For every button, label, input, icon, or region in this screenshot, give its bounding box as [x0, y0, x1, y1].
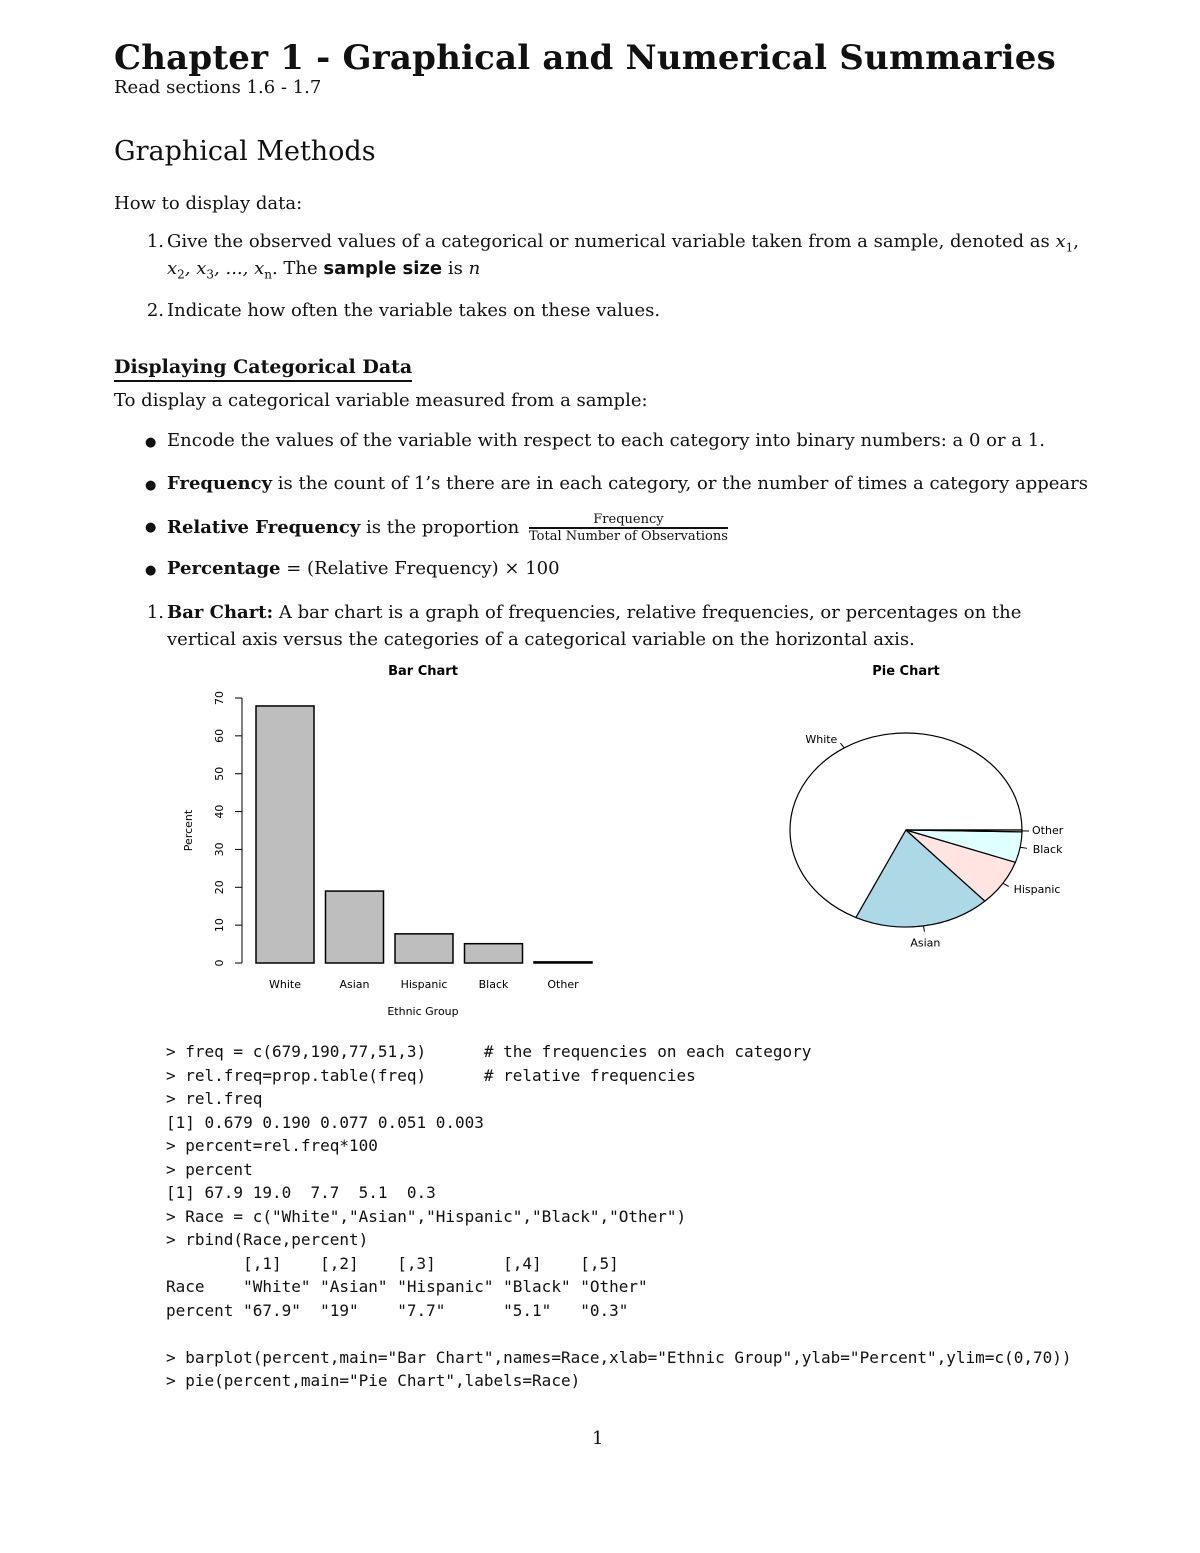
math-x3: , x: [184, 258, 207, 279]
subsection-heading-categorical: [114, 356, 412, 378]
list-item-bar-chart: [134, 599, 1094, 650]
bullet-text: is the count of 1’s there are in each category, or the number of times a category appears: [272, 473, 1088, 494]
list-number: 2.: [146, 300, 164, 321]
bullet-relative-frequency: [145, 512, 728, 544]
code-line: [,1] [,2] [,3] [,4] [,5]: [166, 1253, 619, 1273]
bar-chart-title: Bar Chart: [388, 664, 458, 679]
bar-other: [534, 962, 592, 963]
x-tick-label: Other: [547, 978, 579, 991]
bullet-icon: ●: [145, 435, 157, 450]
math-sub: 2: [177, 267, 185, 282]
term-bar-chart: Bar Chart:: [167, 602, 274, 623]
term-relative-frequency: Relative Frequency: [167, 517, 361, 538]
bullet-frequency: [145, 470, 1088, 499]
code-line: percent "67.9" "19" "7.7" "5.1" "0.3": [166, 1300, 629, 1320]
math-sub: n: [264, 267, 272, 282]
bar-white: [256, 706, 314, 963]
y-tick-label: 40: [213, 804, 226, 819]
pie-label: Hispanic: [1013, 883, 1061, 897]
section-heading-graphical: Graphical Methods: [114, 136, 376, 167]
fraction-denominator: Total Number of Observations: [529, 529, 728, 544]
math-n: n: [468, 258, 481, 279]
list-item-text: is: [442, 258, 469, 279]
bullet-icon: ●: [145, 478, 157, 493]
y-tick-label: 10: [213, 918, 226, 933]
code-line: > rbind(Race,percent): [166, 1230, 369, 1249]
pie-label-leader: [840, 743, 844, 748]
bullet-text: Encode the values of the variable with respect to each category into binary numbers: a 0 or a 1.: [167, 430, 1045, 451]
bar-black: [465, 944, 523, 963]
x-tick-label: Asian: [339, 978, 370, 991]
y-tick-label: 70: [213, 691, 226, 705]
pie-label-leader: [923, 926, 924, 932]
code-line: > freq = c(679,190,77,51,3) # the frequencies on each category: [166, 1042, 812, 1061]
math-sub: 3: [206, 267, 215, 282]
pie-chart-title: Pie Chart: [872, 664, 940, 679]
fraction-numerator: Frequency: [529, 512, 728, 529]
math-sub: 1: [1065, 240, 1074, 255]
categorical-intro: To display a categorical variable measured from a sample:: [114, 390, 648, 411]
code-line: > pie(percent,main="Pie Chart",labels=Race): [166, 1371, 581, 1390]
math-xn: , ..., x: [214, 258, 265, 279]
list-item-observed-values: [134, 228, 1094, 282]
list-item-text: Indicate how often the variable takes on these values.: [167, 300, 661, 321]
x-tick-label: Hispanic: [400, 978, 448, 991]
bar-asian: [326, 891, 384, 963]
y-tick-label: 30: [213, 842, 226, 857]
code-line: > barplot(percent,main="Bar Chart",names=Race,xlab="Ethnic Group",ylab="Percent",ylim=c(0,70)): [166, 1347, 1072, 1367]
r-code-block: [166, 1040, 1071, 1393]
code-line: > Race = c("White","Asian","Hispanic","Black","Other"): [166, 1206, 687, 1226]
code-line: > rel.freq: [166, 1089, 263, 1108]
bar-hispanic: [395, 934, 453, 963]
pie-label: Other: [1032, 824, 1064, 837]
bullet-icon: ●: [145, 563, 157, 578]
pie-label: Asian: [910, 936, 941, 950]
how-to-display: How to display data:: [114, 193, 303, 214]
list-number: 1.: [146, 602, 164, 623]
bar-chart: [182, 691, 592, 1018]
reading-note: Read sections 1.6 - 1.7: [114, 77, 322, 98]
term-frequency: Frequency: [167, 473, 273, 494]
bullet-percentage: [145, 555, 560, 584]
code-line: > rel.freq=prop.table(freq) # relative frequencies: [166, 1065, 696, 1085]
code-line: [1] 67.9 19.0 7.7 5.1 0.3: [166, 1183, 436, 1202]
code-line: [166, 1322, 1071, 1346]
math-x2: x: [167, 258, 178, 279]
punct: ,: [1073, 231, 1079, 252]
y-axis-label: Percent: [182, 809, 195, 852]
y-tick-label: 60: [213, 728, 226, 743]
bullet-text: is the proportion: [360, 517, 525, 538]
list-number: 1.: [146, 231, 164, 252]
bullet-encode: [145, 427, 1045, 456]
subsection-heading-text: Displaying Categorical Data: [114, 356, 412, 382]
list-item-text: . The: [271, 258, 324, 279]
code-line: > percent: [166, 1159, 253, 1179]
math-x1: x: [1055, 231, 1066, 252]
y-tick-label: 20: [213, 880, 226, 895]
x-tick-label: White: [269, 978, 301, 991]
bullet-icon: ●: [145, 520, 157, 535]
list-item-text: Give the observed values of a categorical or numerical variable taken from a sample, denoted as: [167, 231, 1056, 252]
pie-label: Black: [1032, 843, 1063, 857]
list-item-how-often: [134, 297, 1094, 324]
page-number: 1: [592, 1428, 604, 1449]
code-line: Race "White" "Asian" "Hispanic" "Black" "Other": [166, 1277, 648, 1296]
term-sample-size: sample size: [323, 258, 443, 279]
charts-figure: [0, 655, 1200, 1025]
pie-label-leader: [1003, 883, 1009, 886]
page-title: Chapter 1 - Graphical and Numerical Summaries: [114, 38, 1056, 78]
list-item-text: A bar chart is a graph of frequencies, relative frequencies, or percentages on the: [273, 602, 1022, 623]
y-tick-label: 0: [213, 959, 226, 967]
y-tick-label: 50: [213, 766, 226, 781]
term-percentage: Percentage: [167, 558, 281, 579]
pie-label-leader: [1020, 847, 1027, 848]
bullet-text: = (Relative Frequency) × 100: [280, 558, 560, 579]
pie-label: White: [805, 732, 838, 746]
fraction: [529, 512, 728, 544]
x-axis-label: Ethnic Group: [387, 1005, 459, 1018]
code-line: > percent=rel.freq*100: [166, 1136, 378, 1155]
pie-chart: [790, 733, 1064, 950]
x-tick-label: Black: [478, 978, 509, 991]
code-line: [1] 0.679 0.190 0.077 0.051 0.003: [166, 1112, 484, 1132]
list-item-text: vertical axis versus the categories of a categorical variable on the horizontal axis.: [167, 629, 915, 650]
